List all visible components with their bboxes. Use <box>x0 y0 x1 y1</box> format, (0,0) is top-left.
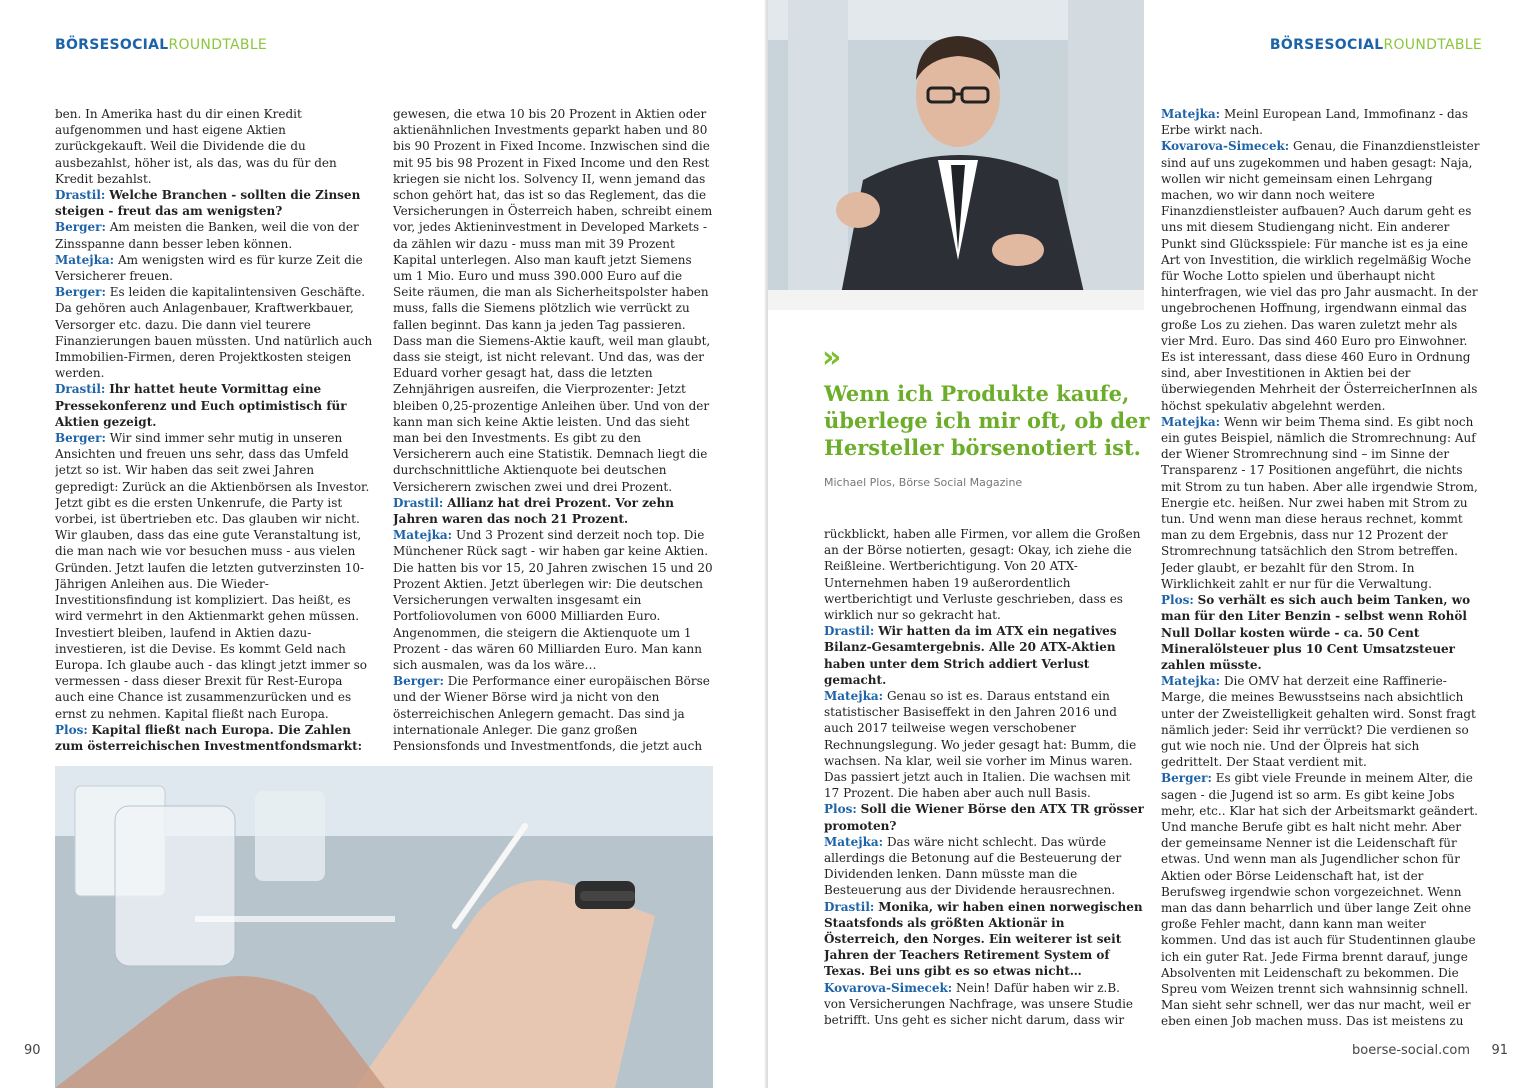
question-text: Kapital fließt nach Europa. Die Zahlen zum österreichischen Investmentfondsmarkt: <box>55 722 363 753</box>
speaker-label: Berger: <box>393 674 444 689</box>
speaker-label: Matejka: <box>393 528 453 543</box>
article-paragraph <box>55 430 375 722</box>
paragraph-text: Die OMV hat derzeit eine Raffinerie-Marge, die meines Bewusstseins nach absichtlich unter der Zweistelligkeit gehalten wird. Sonst fragt nämlich jeder: Seid ihr verrückt? Die verdienen so gut wie noch nie. Und der Ölpreis hat sich gedrittelt. Der Staat verdient mit. <box>1161 674 1476 770</box>
speaker-label: Plos: <box>55 722 88 737</box>
paragraph-text: Es leiden die kapitalintensiven Geschäfte. Da gehören auch Anlagenbauer, Kraftwerkbauer, Versorger etc. dazu. Die dann viel teurere Finanzierungen bauen müssten. Und natürlich auch Immobilien-Firmen, deren Projektkosten steigen werden. <box>55 285 373 381</box>
paragraph-text: rückblickt, haben alle Firmen, vor allem die Großen an der Börse notierten, gesagt: Okay, ich ziehe die Reißleine. Wertberichtigung. Von 20 ATX-Unternehmen haben 19 außerordentlich wertberichtigt und Verluste geschrieben, dass es wirklich nur so gekracht hat. <box>824 527 1141 623</box>
speaker-label: Drastil: <box>55 382 106 397</box>
paragraph-text: Das wäre nicht schlecht. Das würde allerdings die Betonung auf die Besteuerung der Dividenden lenken. Dann müsste man die Besteuerung aus der Dividende herausrechnen. <box>824 834 1122 898</box>
question-text: Monika, wir haben einen norwegischen Staatsfonds als größten Aktionär in Österreich, den Norges. Ein weiterer ist seit Jahren der Teachers Retirement System of Texas. Bei uns gibt es so etwas nicht… <box>824 899 1143 979</box>
page-right <box>768 0 1536 1088</box>
paragraph-text: Meinl European Land, Immofinanz - das Erbe wirkt nach. <box>1161 107 1468 138</box>
brand-light: ROUNDTABLE <box>1383 37 1482 53</box>
article-paragraph <box>824 899 1144 980</box>
speaker-label: Kovarova-Simecek: <box>1161 139 1290 154</box>
brand-header-left <box>55 37 267 53</box>
speaker-label: Matejka: <box>1161 107 1221 121</box>
article-paragraph <box>824 623 1144 688</box>
paragraph-text: Am wenigsten wird es für kurze Zeit die Versicherer freuen. <box>55 252 363 284</box>
article-paragraph <box>1161 138 1481 413</box>
paragraph-text: gewesen, die etwa 10 bis 20 Prozent in Aktien oder aktienähnlichen Investments geparkt haben und 80 bis 90 Prozent in Fixed Income. Inzwischen sind die mit 95 bis 98 Prozent in Fixed Income und den Rest kriegen sie nicht los. Solvency II, wenn jemand das schon gehört hat, das ist so das Reglement, das die Versicherungen in Österreich haben, schreibt einem vor, jedes Aktieninvestment in Developed Markets - da zählen wir dazu - muss man mit 39 Prozent Kapital unterlegen. Also man kauft jetzt Siemens um 1 Mio. Euro und muss 390.000 Euro auf die Seite räumen, die man als Sicherheitspolster haben muss, falls die Siemens plötzlich wie verrückt zu fallen beginnt. Das kann ja jeden Tag passieren. Dass man die Siemens-Aktie kauft, weil man glaubt, dass sie steigt, ist nicht relevant. Und das, was der Eduard vorher gesagt hat, dass die letzten Zehnjährigen ausreifen, die Vierprozenter: Jetzt bleiben 0,25-prozentige Anleihen über. Und von der kann man sich keine Aktie leisten. Und das sieht man bei den Investments. Es gibt zu den Versicherern auch eine Statistik. Demnach liegt die durchschnittliche Aktienquote bei deutschen Versicherern zwischen zwei und drei Prozent. <box>393 107 713 494</box>
question-text: So verhält es sich auch beim Tanken, wo man für den Liter Benzin - selbst wenn Rohöl Null Dollar kosten würde - ca. 50 Cent Mineralölsteuer plus 10 Cent Umsatzsteuer zahlen müsste. <box>1161 593 1471 672</box>
paragraph-text: Und 3 Prozent sind derzeit noch top. Die Münchener Rück sagt - wir haben gar keine Aktien. Die hatten bis vor 15, 20 Jahren zwischen 15 und 20 Prozent Aktien. Jetzt überlegen wir: Die deutschen Versicherungen verwalten insgesamt ein Portfoliovolumen von 6000 Milliarden Euro. Angenommen, die steigern die Aktienquote um 1 Prozent - das wären 60 Milliarden Euro. Man kann sich ausmalen, was da los wäre… <box>393 528 713 672</box>
paragraph-text: Genau so ist es. Daraus entstand ein statistischer Basiseffekt in den Jahren 2016 und auch 2017 teilweise wegen verschobener Rechnungslegung. Wo jeder gesagt hat: Bumm, die wachsen. Na klar, weil sie vorher im Minus waren. Das passiert jetzt auch in Italien. Die wachsen mit 17 Prozent. Die haben aber auch null Basis. <box>824 689 1137 801</box>
article-paragraph <box>824 801 1144 833</box>
speaker-label: Kovarova-Simecek: <box>824 980 953 995</box>
photo-portrait-speaker <box>768 0 1144 310</box>
photo-hands-writing <box>55 766 713 1088</box>
speaker-label: Matejka: <box>1161 414 1221 429</box>
article-paragraph <box>1161 414 1481 592</box>
article-paragraph <box>1161 770 1481 1028</box>
speaker-label: Matejka: <box>824 689 884 704</box>
article-paragraph <box>824 980 1144 1028</box>
brand-header-right <box>1270 37 1482 53</box>
article-paragraph <box>55 252 375 284</box>
page-number-right: 91 <box>1491 1043 1508 1058</box>
pull-quote-mark: » <box>822 340 837 375</box>
speaker-label: Drastil: <box>824 899 875 914</box>
paragraph-text: Nein! Dafür haben wir z.B. von Versicherungen Nachfrage, was unsere Studie betrifft. Uns geht es sicher nicht darum, dass wir <box>824 980 1134 1028</box>
paragraph-text: Es gibt viele Freunde in meinem Alter, die sagen - die Jugend ist so arm. Es gibt keine Jobs mehr, etc.. Klar hat sich der Arbeitsmarkt geändert. Und manche Berufe gibt es halt nicht mehr. Aber der gemeinsame Nenner ist die Leidenschaft für etwas. Und wenn man als Jugendlicher schon für Aktien oder Börse Leidenschaft hat, ist der Berufsweg irgendwie schon vorgezeichnet. Wenn man das dann beharrlich und über lange Zeit ohne große Fehler macht, dann kann man weiter kommen. Und das ist auch für Studentinnen glaube ich ein guter Rat. Jede Firma brennt darauf, junge Absolventen mit Leidenschaft zu bekommen. Die Spreu vom Weizen trennt sich wahnsinnig schnell. Man sieht sehr schnell, wer das nur macht, weil er eben einen Job machen muss. Das ist meistens zu <box>1161 771 1478 1028</box>
question-text: Allianz hat drei Prozent. Vor zehn Jahren waren das noch 21 Prozent. <box>393 495 675 527</box>
speaker-label: Plos: <box>1161 593 1194 608</box>
speaker-label: Matejka: <box>824 834 884 849</box>
speaker-label: Berger: <box>55 285 106 300</box>
article-paragraph <box>55 284 375 381</box>
article-paragraph <box>55 722 375 756</box>
article-column-1 <box>55 106 375 756</box>
article-paragraph <box>824 834 1144 899</box>
speaker-label: Drastil: <box>393 495 444 510</box>
photo-hands-writing-illustration <box>55 766 713 1088</box>
brand-bold: BÖRSESOCIAL <box>1269 37 1384 53</box>
pull-quote: Wenn ich Produkte kaufe, überlege ich mir oft, ob der Hersteller börsenotiert ist. <box>824 381 1150 460</box>
paragraph-text: Die Performance einer europäischen Börse und der Wiener Börse wird ja nicht von den österreichischen Anlegern gemacht. Das sind ja internationale Anleger. Die ganz großen Pensionsfonds und Investmentfonds, die jetzt auch <box>393 674 710 753</box>
article-paragraph <box>393 673 713 756</box>
article-paragraph <box>393 495 713 527</box>
article-paragraph <box>393 106 713 495</box>
article-paragraph <box>824 526 1144 623</box>
article-paragraph <box>55 381 375 430</box>
speaker-label: Matejka: <box>1161 674 1221 689</box>
footer-url: boerse-social.com <box>1352 1043 1470 1058</box>
article-paragraph <box>1161 673 1481 770</box>
page-number-left: 90 <box>24 1043 41 1058</box>
paragraph-text: ben. In Amerika hast du dir einen Kredit aufgenommen und hast eigene Aktien zurückgekauft. Weil die Dividende die du ausbezahlst, höher ist, als das, was du für den Kredit bezahlst. <box>55 107 337 186</box>
brand-bold: BÖRSESOCIAL <box>55 37 169 53</box>
paragraph-text: Wenn wir beim Thema sind. Es gibt noch ein gutes Beispiel, nämlich die Stromrechnung: Auf der Wiener Stromrechnung sind – im Sinne der Transparenz - 17 Positionen angeführt, die nichts mit Strom zu tun haben. Aber alle irgendwie Strom, Energie etc. heißen. Nur zwei haben mit Strom zu tun. Und wenn man diese heraus rechnet, kommt man zu dem Ergebnis, dass nur 12 Prozent der Stromrechnung tatsächlich den Strom betreffen. Jeder glaubt, er bezahlt für den Strom. In Wirklichkeit zahlt er nur für die Verwaltung. <box>1161 414 1478 591</box>
speaker-label: Berger: <box>55 220 106 235</box>
question-text: Wir hatten da im ATX ein negatives Bilanz-Gesamtergebnis. Alle 20 ATX-Aktien haben unter dem Strich addiert Verlust gemacht. <box>824 624 1117 687</box>
speaker-label: Berger: <box>55 431 106 446</box>
page-left <box>0 0 766 1088</box>
article-column-3 <box>824 526 1144 1028</box>
article-column-4 <box>1161 106 1481 1028</box>
paragraph-text: Am meisten die Banken, weil die von der Zinsspanne dann besser leben können. <box>55 220 359 251</box>
speaker-label: Plos: <box>824 802 857 817</box>
photo-portrait-illustration <box>768 0 1144 310</box>
pull-quote-credit: Michael Plos, Börse Social Magazine <box>824 476 1023 489</box>
paragraph-text: Wir sind immer sehr mutig in unseren Ansichten und freuen uns sehr, dass das Umfeld jetzt so ist. Wir haben das seit zwei Jahren gepredigt: Zurück an die Aktienbörsen als Investor. Jetzt gibt es die ersten Unkenrufe, die Party ist vorbei, ist übertrieben etc. Das glauben wir nicht. Wir glauben, dass das eine gute Veranstaltung ist, die man nach wie vor besuchen muss - aus vielen Gründen. Jetzt laufen die letzten gutverzinsten 10-Jährigen Anleihen aus. Die Wieder-Investitionsfindung ist kompliziert. Das heißt, es wird vermehrt in den Aktienmarkt gehen müssen. Investiert bleiben, laufend in Aktien dazu-investieren, ist die Devise. Es kommt Geld nach Europa. Ich glaube auch - das klingt jetzt immer so vermessen - dass dieser Brexit für Rest-Europa auch eine Chance ist zusammenzurücken und es ernst zu nehmen. Kapital fließt nach Europa. <box>55 431 370 721</box>
article-paragraph <box>824 688 1144 801</box>
article-column-2 <box>393 106 713 756</box>
speaker-label: Drastil: <box>55 188 106 203</box>
speaker-label: Drastil: <box>824 624 875 639</box>
speaker-label: Matejka: <box>55 252 115 267</box>
article-paragraph <box>1161 106 1481 138</box>
article-paragraph <box>55 219 375 251</box>
article-paragraph <box>1161 592 1481 673</box>
article-paragraph <box>55 106 375 187</box>
paragraph-text: Genau, die Finanzdienstleister sind auf uns zugekommen und haben gesagt: Naja, wollen wir nicht gemeinsam einen Lehrgang machen, wo wir dann noch weitere Finanzdienstleister aufbauen? Auch darum geht es uns mit diesem Studiengang nicht. Ein anderer Punkt sind Glücksspiele: Für manche ist es ja eine Art von Investition, die wirklich regelmäßig Woche für Woche Lotto spielen und überhaupt nicht hinterfragen, wie viel das pro Jahr ausmacht. In der ungebrochenen Hoffnung, irgendwann einmal das große Los zu ziehen. Das waren zuletzt mehr als vier Mrd. Euro. Das sind 460 Euro pro Einwohner. Es ist interessant, dass diese 460 Euro in Ordnung sind, aber Investitionen in Aktien bei der überwiegenden Mehrheit der ÖsterreicherInnen als höchst spekulativ abgelehnt werden. <box>1161 139 1480 413</box>
question-text: Soll die Wiener Börse den ATX TR grösser promoten? <box>824 802 1144 833</box>
brand-light: ROUNDTABLE <box>168 37 268 53</box>
question-text: Ihr hattet heute Vormittag eine Pressekonferenz und Euch optimistisch für Aktien gezeigt. <box>55 382 347 429</box>
question-text: Welche Branchen - sollten die Zinsen steigen - freut das am wenigsten? <box>55 188 361 219</box>
article-paragraph <box>55 187 375 219</box>
speaker-label: Berger: <box>1161 771 1212 786</box>
article-paragraph <box>393 527 713 673</box>
